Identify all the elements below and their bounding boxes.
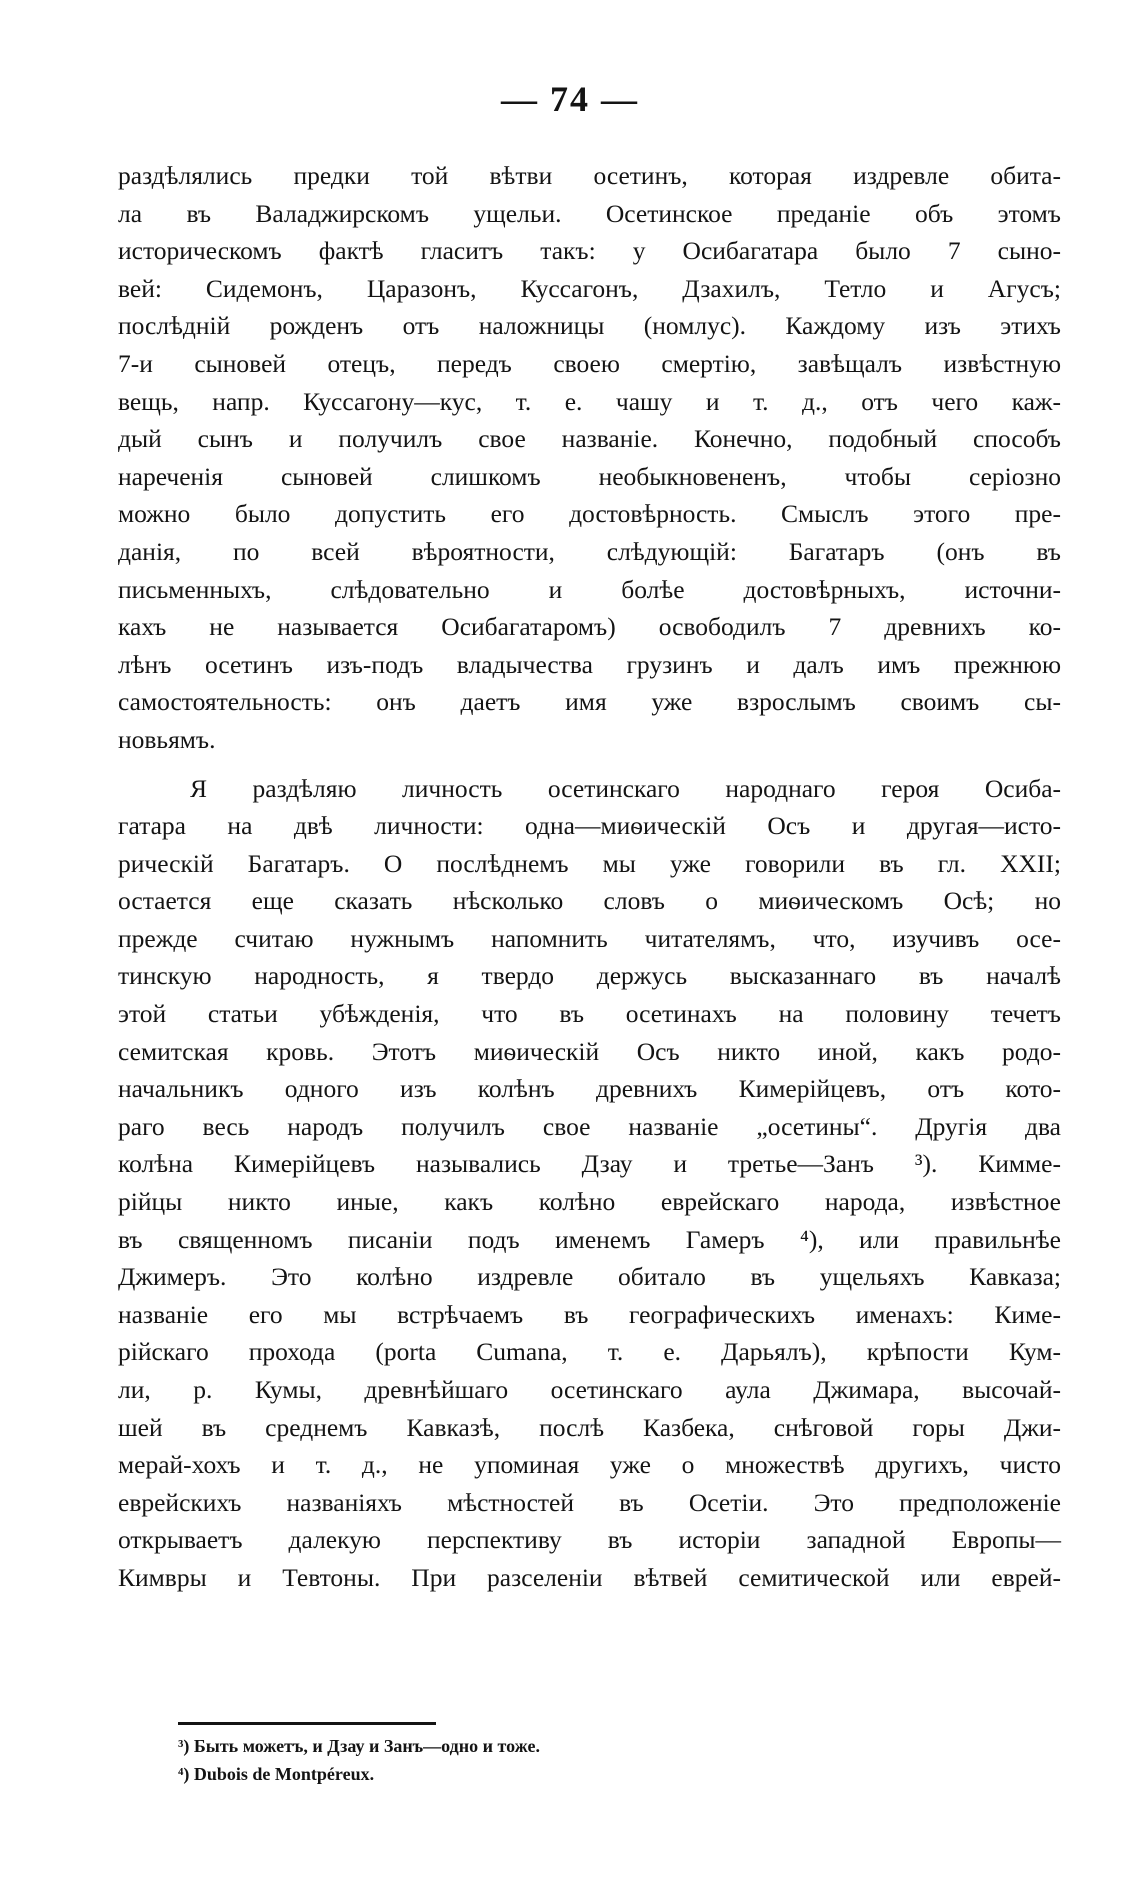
text-line: семитская кровь. Этотъ миѳическій Осъ никто иной, какъ родо- [118, 1036, 1061, 1066]
text-line: рійцы никто иные, какъ колѣно еврейскаго народа, извѣстное [118, 1187, 1061, 1217]
text-line: шей въ среднемъ Кавказѣ, послѣ Казбека, снѣговой горы Джи- [118, 1412, 1061, 1442]
text-line: ла въ Валаджирскомъ ущельи. Осетинское преданіе объ этомъ [118, 198, 1061, 228]
text-line: 7-и сыновей отецъ, передъ своею смертію, завѣщалъ извѣстную [118, 348, 1061, 378]
text-line: Я раздѣляю личность осетинскаго народнаго героя Осиба- [190, 773, 1061, 803]
text-line: начальникъ одного изъ колѣнъ древнихъ Кимерійцевъ, отъ кото- [118, 1074, 1061, 1104]
text-line: остается еще сказать нѣсколько словъ о миѳическомъ Осѣ; но [118, 886, 1061, 916]
text-line: въ священномъ писаніи подъ именемъ Гамеръ ⁴), или правильнѣе [118, 1224, 1061, 1254]
text-line: письменныхъ, слѣдовательно и болѣе достовѣрныхъ, источни- [118, 574, 1061, 604]
text-line: вей: Сидемонъ, Царазонъ, Куссагонъ, Дзахилъ, Тетло и Агусъ; [118, 273, 1061, 303]
footnotes [178, 1732, 938, 1788]
text-line: открываетъ далекую перспективу въ исторіи западной Европы— [118, 1525, 1061, 1555]
footnote-3: ³) Быть можетъ, и Дзау и Занъ—одно и тоже. [178, 1736, 540, 1756]
text-line: самостоятельность: онъ даетъ имя уже взрослымъ своимъ сы- [118, 687, 1061, 717]
text-line: историческомъ фактѣ гласитъ такъ: у Осибагатара было 7 сыно- [118, 236, 1061, 266]
text-line: нареченія сыновей слишкомъ необыкновененъ, чтобы серіозно [118, 461, 1061, 491]
text-line: данія, по всей вѣроятности, слѣдующій: Багатаръ (онъ въ [118, 536, 1061, 566]
text-line: новьямъ. [118, 724, 216, 754]
text-line: ли, р. Кумы, древнѣйшаго осетинскаго аула Джимара, высочай- [118, 1375, 1061, 1404]
text-line: вещь, напр. Куссагону—кус, т. е. чашу и т. д., отъ чего каж- [118, 386, 1061, 416]
text-line: Джимеръ. Это колѣно издревле обитало въ ущельяхъ Кавказа; [118, 1262, 1061, 1292]
text-line: рическій Багатаръ. О послѣднемъ мы уже говорили въ гл. XXII; [118, 848, 1061, 878]
footnote-divider [178, 1722, 436, 1725]
text-line: колѣна Кимерійцевъ назывались Дзау и третье—Занъ ³). Кимме- [118, 1149, 1061, 1179]
text-line: этой статьи убѣжденія, что въ осетинахъ на половину течетъ [118, 999, 1061, 1029]
paragraph-1 [118, 157, 1061, 759]
footnote-4: ⁴) Dubois de Montpéreux. [178, 1764, 375, 1784]
text-line: еврейскихъ названіяхъ мѣстностей въ Осетіи. Это предположеніе [118, 1487, 1061, 1517]
text-line: мерай-хохъ и т. д., не упоминая уже о множествѣ другихъ, чисто [118, 1450, 1061, 1480]
text-line: названіе его мы встрѣчаемъ въ географическихъ именахъ: Киме- [118, 1299, 1061, 1329]
text-line: Кимвры и Тевтоны. При разселеніи вѣтвей семитической или еврей- [118, 1562, 1061, 1592]
text-line: послѣдній рожденъ отъ наложницы (номлус). Каждому изъ этихъ [118, 311, 1061, 341]
text-line: гатара на двѣ личности: одна—миѳическій Осъ и другая—исто- [118, 811, 1061, 841]
text-line: кахъ не называется Осибагатаромъ) освободилъ 7 древнихъ ко- [118, 612, 1061, 642]
text-line: лѣнъ осетинъ изъ-подъ владычества грузинъ и далъ имъ прежнюю [118, 649, 1061, 679]
text-line: раго весь народъ получилъ свое названіе „осетины“. Другія два [118, 1111, 1061, 1141]
text-line: дый сынъ и получилъ свое названіе. Конечно, подобный способъ [118, 424, 1061, 454]
paragraph-2 [118, 770, 1061, 1597]
text-line: прежде считаю нужнымъ напомнить читателямъ, что, изучивъ осе- [118, 923, 1061, 953]
text-line: тинскую народность, я твердо держусь высказаннаго въ началѣ [118, 961, 1061, 991]
text-line: раздѣлялись предки той вѣтви осетинъ, которая издревле обита- [118, 161, 1061, 190]
body-text [118, 157, 1061, 1597]
text-line: можно было допустить его достовѣрность. Смыслъ этого пре- [118, 499, 1061, 529]
text-line: рійскаго прохода (porta Cumana, т. е. Дарьялъ), крѣпости Кум- [118, 1337, 1061, 1367]
page-number: — 74 — [501, 79, 639, 119]
